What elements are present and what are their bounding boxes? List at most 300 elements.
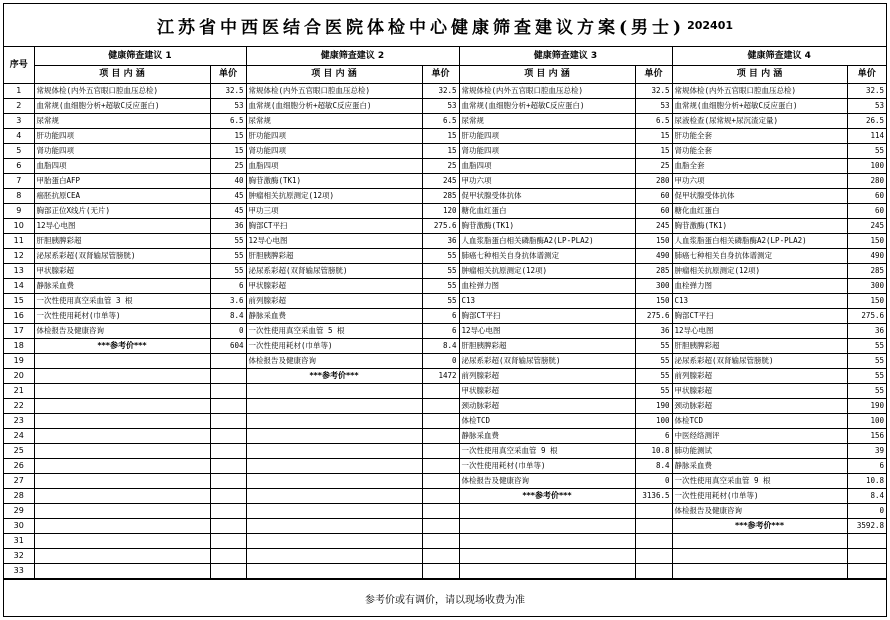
row-number: 16 bbox=[4, 309, 34, 324]
item-price: 55 bbox=[422, 294, 459, 309]
item-price: 150 bbox=[847, 234, 886, 249]
table-row bbox=[4, 189, 886, 204]
item-price: 55 bbox=[422, 264, 459, 279]
item-price: 275.6 bbox=[422, 219, 459, 234]
row-number: 19 bbox=[4, 354, 34, 369]
item-name: 胸部正位X线片(无片) bbox=[34, 204, 210, 219]
item-price: 275.6 bbox=[847, 309, 886, 324]
row-number: 7 bbox=[4, 174, 34, 189]
item-name: 前列腺彩超 bbox=[459, 369, 635, 384]
item-price: 285 bbox=[635, 264, 672, 279]
empty-cell bbox=[210, 474, 246, 489]
item-price: 32.5 bbox=[847, 84, 886, 99]
row-number: 12 bbox=[4, 249, 34, 264]
item-price: 8.4 bbox=[847, 489, 886, 504]
empty-cell bbox=[422, 399, 459, 414]
empty-cell bbox=[422, 384, 459, 399]
item-name: 血常规(血细胞分析+超敏C反应蛋白) bbox=[459, 99, 635, 114]
item-name: 肝功能四项 bbox=[246, 129, 422, 144]
item-name: 肝胆胰脾彩超 bbox=[246, 249, 422, 264]
item-price: 25 bbox=[422, 159, 459, 174]
empty-cell bbox=[847, 549, 886, 564]
item-price: 6 bbox=[422, 324, 459, 339]
title-row bbox=[4, 4, 886, 47]
item-name: 一次性使用真空采血管 5 根 bbox=[246, 324, 422, 339]
item-price: 245 bbox=[847, 219, 886, 234]
item-price: 39 bbox=[847, 444, 886, 459]
table-row bbox=[4, 549, 886, 564]
item-name: 肝功能四项 bbox=[34, 129, 210, 144]
row-number: 14 bbox=[4, 279, 34, 294]
table-row bbox=[4, 129, 886, 144]
plan-name-4: 健康筛查建议 4 bbox=[672, 47, 886, 66]
item-name: 尿常规 bbox=[246, 114, 422, 129]
empty-cell bbox=[34, 429, 210, 444]
empty-cell bbox=[34, 414, 210, 429]
item-name: 血常规(血细胞分析+超敏C反应蛋白) bbox=[246, 99, 422, 114]
empty-cell bbox=[246, 474, 422, 489]
empty-cell bbox=[34, 534, 210, 549]
item-price: 55 bbox=[210, 249, 246, 264]
item-name: 一次性使用真空采血管 9 根 bbox=[459, 444, 635, 459]
item-price: 8.4 bbox=[210, 309, 246, 324]
total-label: ***参考价*** bbox=[246, 369, 422, 384]
item-name: 胸部CT平扫 bbox=[459, 309, 635, 324]
table-row bbox=[4, 459, 886, 474]
item-price: 6 bbox=[635, 429, 672, 444]
price-header: 单价 bbox=[635, 66, 672, 84]
empty-cell bbox=[34, 504, 210, 519]
table-row bbox=[4, 444, 886, 459]
item-name: 胸苷激酶(TK1) bbox=[459, 219, 635, 234]
seq-header: 序号 bbox=[4, 47, 34, 84]
item-price: 26.5 bbox=[847, 114, 886, 129]
empty-cell bbox=[459, 564, 635, 579]
item-price: 490 bbox=[635, 249, 672, 264]
item-name: 甲胎蛋白AFP bbox=[34, 174, 210, 189]
item-price: 55 bbox=[210, 234, 246, 249]
item-price: 15 bbox=[422, 129, 459, 144]
item-price: 490 bbox=[847, 249, 886, 264]
item-name: 体检TCD bbox=[672, 414, 847, 429]
item-price: 36 bbox=[422, 234, 459, 249]
item-name: 泌尿系彩超(双肾输尿管膀胱) bbox=[34, 249, 210, 264]
item-price: 0 bbox=[422, 354, 459, 369]
row-number: 26 bbox=[4, 459, 34, 474]
empty-cell bbox=[34, 474, 210, 489]
item-name: 甲状腺彩超 bbox=[246, 279, 422, 294]
table-row bbox=[4, 84, 886, 99]
item-name: 颈动脉彩超 bbox=[672, 399, 847, 414]
item-price: 55 bbox=[635, 384, 672, 399]
empty-cell bbox=[34, 564, 210, 579]
total-label: ***参考价*** bbox=[459, 489, 635, 504]
item-name: 血栓弹力图 bbox=[459, 279, 635, 294]
table-row bbox=[4, 564, 886, 579]
row-number: 6 bbox=[4, 159, 34, 174]
item-price: 60 bbox=[847, 189, 886, 204]
item-name: 人血浆脂蛋白相关磷脂酶A2(LP-PLA2) bbox=[459, 234, 635, 249]
table-row bbox=[4, 309, 886, 324]
item-price: 32.5 bbox=[635, 84, 672, 99]
row-number: 5 bbox=[4, 144, 34, 159]
item-name: 12导心电图 bbox=[34, 219, 210, 234]
row-number: 25 bbox=[4, 444, 34, 459]
item-price: 15 bbox=[210, 144, 246, 159]
table-row bbox=[4, 519, 886, 534]
item-name: 体检报告及健康咨询 bbox=[459, 474, 635, 489]
item-name: 体检TCD bbox=[459, 414, 635, 429]
table-row bbox=[4, 414, 886, 429]
item-name: 甲状腺彩超 bbox=[34, 264, 210, 279]
item-price: 8.4 bbox=[635, 459, 672, 474]
row-number: 10 bbox=[4, 219, 34, 234]
empty-cell bbox=[672, 534, 847, 549]
item-name: 胸部CT平扫 bbox=[672, 309, 847, 324]
item-price: 53 bbox=[635, 99, 672, 114]
empty-cell bbox=[34, 369, 210, 384]
item-name: 肝功能四项 bbox=[459, 129, 635, 144]
empty-cell bbox=[422, 444, 459, 459]
item-price: 53 bbox=[422, 99, 459, 114]
empty-cell bbox=[246, 429, 422, 444]
item-price: 114 bbox=[847, 129, 886, 144]
table-row bbox=[4, 369, 886, 384]
row-number: 9 bbox=[4, 204, 34, 219]
empty-cell bbox=[210, 549, 246, 564]
item-price: 15 bbox=[210, 129, 246, 144]
item-price: 3.6 bbox=[210, 294, 246, 309]
empty-cell bbox=[210, 444, 246, 459]
item-name: 静脉采血费 bbox=[246, 309, 422, 324]
item-price: 6 bbox=[847, 459, 886, 474]
item-price: 55 bbox=[635, 369, 672, 384]
empty-cell bbox=[210, 429, 246, 444]
row-number: 15 bbox=[4, 294, 34, 309]
item-header: 项 目 内 涵 bbox=[246, 66, 422, 84]
item-price: 245 bbox=[635, 219, 672, 234]
table-row bbox=[4, 144, 886, 159]
item-name: 癌胚抗原CEA bbox=[34, 189, 210, 204]
item-price: 285 bbox=[422, 189, 459, 204]
item-price: 10.8 bbox=[635, 444, 672, 459]
row-number: 22 bbox=[4, 399, 34, 414]
price-header: 单价 bbox=[847, 66, 886, 84]
item-name: 一次性使用耗材(巾单等) bbox=[246, 339, 422, 354]
item-price: 100 bbox=[635, 414, 672, 429]
item-header: 项 目 内 涵 bbox=[459, 66, 635, 84]
item-price: 55 bbox=[847, 339, 886, 354]
item-name: 体检报告及健康咨询 bbox=[246, 354, 422, 369]
item-name: 肺癌七种相关自身抗体谱测定 bbox=[672, 249, 847, 264]
empty-cell bbox=[246, 459, 422, 474]
item-price: 10.8 bbox=[847, 474, 886, 489]
empty-cell bbox=[246, 489, 422, 504]
item-price: 245 bbox=[422, 174, 459, 189]
item-price: 0 bbox=[847, 504, 886, 519]
price-header: 单价 bbox=[210, 66, 246, 84]
item-name: 胸部CT平扫 bbox=[246, 219, 422, 234]
item-price: 55 bbox=[635, 339, 672, 354]
item-price: 285 bbox=[847, 264, 886, 279]
item-price: 280 bbox=[635, 174, 672, 189]
table-row bbox=[4, 474, 886, 489]
item-name: 血脂四项 bbox=[459, 159, 635, 174]
empty-cell bbox=[34, 444, 210, 459]
empty-cell bbox=[246, 549, 422, 564]
item-name: 血常规(血细胞分析+超敏C反应蛋白) bbox=[672, 99, 847, 114]
item-price: 0 bbox=[210, 324, 246, 339]
table-row bbox=[4, 249, 886, 264]
table-row bbox=[4, 234, 886, 249]
item-name: 尿液检查(尿常规+尿沉渣定量) bbox=[672, 114, 847, 129]
item-name: 肾功能四项 bbox=[246, 144, 422, 159]
empty-cell bbox=[210, 534, 246, 549]
item-price: 300 bbox=[635, 279, 672, 294]
item-price: 55 bbox=[210, 264, 246, 279]
table-row bbox=[4, 294, 886, 309]
empty-cell bbox=[672, 564, 847, 579]
item-name: 肝胆胰脾彩超 bbox=[459, 339, 635, 354]
table-row bbox=[4, 534, 886, 549]
empty-cell bbox=[635, 549, 672, 564]
empty-cell bbox=[459, 519, 635, 534]
item-price: 60 bbox=[847, 204, 886, 219]
item-price: 32.5 bbox=[210, 84, 246, 99]
item-name: 糖化血红蛋白 bbox=[459, 204, 635, 219]
item-price: 100 bbox=[847, 159, 886, 174]
column-header-row bbox=[4, 66, 886, 84]
empty-cell bbox=[459, 534, 635, 549]
row-number: 21 bbox=[4, 384, 34, 399]
empty-cell bbox=[635, 504, 672, 519]
item-name: 常规体检(内外五官眼口腔血压总检) bbox=[246, 84, 422, 99]
empty-cell bbox=[422, 474, 459, 489]
empty-cell bbox=[422, 459, 459, 474]
empty-cell bbox=[210, 399, 246, 414]
table-row bbox=[4, 264, 886, 279]
item-name: 血栓弹力图 bbox=[672, 279, 847, 294]
item-header: 项 目 内 涵 bbox=[672, 66, 847, 84]
table-row bbox=[4, 279, 886, 294]
row-number: 4 bbox=[4, 129, 34, 144]
plan-name-3: 健康筛查建议 3 bbox=[459, 47, 672, 66]
item-price: 60 bbox=[635, 204, 672, 219]
empty-cell bbox=[635, 519, 672, 534]
row-number: 8 bbox=[4, 189, 34, 204]
empty-cell bbox=[422, 549, 459, 564]
item-name: 一次性使用耗材(巾单等) bbox=[34, 309, 210, 324]
item-name: 胸苷激酶(TK1) bbox=[672, 219, 847, 234]
item-price: 40 bbox=[210, 174, 246, 189]
item-price: 190 bbox=[847, 399, 886, 414]
table-row bbox=[4, 99, 886, 114]
empty-cell bbox=[422, 414, 459, 429]
empty-cell bbox=[459, 504, 635, 519]
item-name: 颈动脉彩超 bbox=[459, 399, 635, 414]
empty-cell bbox=[246, 399, 422, 414]
item-name: 血常规(血细胞分析+超敏C反应蛋白) bbox=[34, 99, 210, 114]
item-price: 36 bbox=[847, 324, 886, 339]
plan-table bbox=[4, 47, 886, 579]
item-price: 280 bbox=[847, 174, 886, 189]
item-name: 常规体检(内外五官眼口腔血压总检) bbox=[34, 84, 210, 99]
empty-cell bbox=[246, 384, 422, 399]
item-name: 胸苷激酶(TK1) bbox=[246, 174, 422, 189]
table-row bbox=[4, 219, 886, 234]
item-name: 中医经络测评 bbox=[672, 429, 847, 444]
row-number: 27 bbox=[4, 474, 34, 489]
table-row bbox=[4, 174, 886, 189]
item-name: 一次性使用真空采血管 9 根 bbox=[672, 474, 847, 489]
item-name: 12导心电图 bbox=[672, 324, 847, 339]
row-number: 1 bbox=[4, 84, 34, 99]
item-price: 55 bbox=[847, 384, 886, 399]
item-name: 12导心电图 bbox=[246, 234, 422, 249]
item-name: 血脂四项 bbox=[34, 159, 210, 174]
total-label: ***参考价*** bbox=[672, 519, 847, 534]
empty-cell bbox=[34, 489, 210, 504]
empty-cell bbox=[246, 444, 422, 459]
item-name: 血脂全套 bbox=[672, 159, 847, 174]
empty-cell bbox=[210, 354, 246, 369]
item-price: 32.5 bbox=[422, 84, 459, 99]
item-name: 常规体检(内外五官眼口腔血压总检) bbox=[459, 84, 635, 99]
item-name: 促甲状腺受体抗体 bbox=[459, 189, 635, 204]
item-price: 150 bbox=[847, 294, 886, 309]
item-price: 300 bbox=[847, 279, 886, 294]
item-name: C13 bbox=[672, 294, 847, 309]
table-row bbox=[4, 339, 886, 354]
item-name: 尿常规 bbox=[459, 114, 635, 129]
item-price: 55 bbox=[847, 144, 886, 159]
item-price: 25 bbox=[635, 159, 672, 174]
row-number: 29 bbox=[4, 504, 34, 519]
row-number: 24 bbox=[4, 429, 34, 444]
row-number: 11 bbox=[4, 234, 34, 249]
row-number: 3 bbox=[4, 114, 34, 129]
item-name: 血脂四项 bbox=[246, 159, 422, 174]
item-name: 甲功三项 bbox=[246, 204, 422, 219]
item-name: 肝胆胰脾彩超 bbox=[34, 234, 210, 249]
item-price: 150 bbox=[635, 294, 672, 309]
title-year: 202401 bbox=[687, 18, 734, 32]
total-price: 604 bbox=[210, 339, 246, 354]
empty-cell bbox=[422, 519, 459, 534]
item-name: 肝胆胰脾彩超 bbox=[672, 339, 847, 354]
item-name: 肺癌七种相关自身抗体谱测定 bbox=[459, 249, 635, 264]
item-name: 糖化血红蛋白 bbox=[672, 204, 847, 219]
table-row bbox=[4, 159, 886, 174]
empty-cell bbox=[246, 504, 422, 519]
plan-name-1: 健康筛查建议 1 bbox=[34, 47, 246, 66]
empty-cell bbox=[34, 519, 210, 534]
item-price: 156 bbox=[847, 429, 886, 444]
row-number: 28 bbox=[4, 489, 34, 504]
item-name: 促甲状腺受体抗体 bbox=[672, 189, 847, 204]
item-price: 53 bbox=[847, 99, 886, 114]
empty-cell bbox=[672, 549, 847, 564]
item-name: 一次性使用耗材(巾单等) bbox=[459, 459, 635, 474]
row-number: 20 bbox=[4, 369, 34, 384]
empty-cell bbox=[422, 504, 459, 519]
table-row bbox=[4, 384, 886, 399]
item-price: 36 bbox=[210, 219, 246, 234]
item-name: 甲状腺彩超 bbox=[672, 384, 847, 399]
item-price: 6 bbox=[210, 279, 246, 294]
item-name: 静脉采血费 bbox=[459, 429, 635, 444]
item-name: 肾功能四项 bbox=[459, 144, 635, 159]
table-row bbox=[4, 324, 886, 339]
item-name: 肺功能测试 bbox=[672, 444, 847, 459]
item-name: C13 bbox=[459, 294, 635, 309]
item-name: 肝功能全套 bbox=[672, 129, 847, 144]
item-price: 55 bbox=[422, 249, 459, 264]
item-price: 60 bbox=[635, 189, 672, 204]
item-name: 一次性使用真空采血管 3 根 bbox=[34, 294, 210, 309]
item-price: 25 bbox=[210, 159, 246, 174]
item-name: 人血浆脂蛋白相关磷脂酶A2(LP-PLA2) bbox=[672, 234, 847, 249]
row-number: 13 bbox=[4, 264, 34, 279]
empty-cell bbox=[210, 459, 246, 474]
item-price: 6.5 bbox=[422, 114, 459, 129]
item-price: 45 bbox=[210, 204, 246, 219]
screening-plan-sheet bbox=[3, 3, 887, 617]
empty-cell bbox=[34, 384, 210, 399]
empty-cell bbox=[246, 519, 422, 534]
item-name: 肿瘤相关抗原测定(12项) bbox=[459, 264, 635, 279]
row-number: 17 bbox=[4, 324, 34, 339]
empty-cell bbox=[847, 564, 886, 579]
table-row bbox=[4, 429, 886, 444]
empty-cell bbox=[210, 489, 246, 504]
row-number: 23 bbox=[4, 414, 34, 429]
item-price: 190 bbox=[635, 399, 672, 414]
item-price: 15 bbox=[635, 144, 672, 159]
item-price: 55 bbox=[847, 354, 886, 369]
plan-name-2: 健康筛查建议 2 bbox=[246, 47, 459, 66]
empty-cell bbox=[210, 384, 246, 399]
table-row bbox=[4, 204, 886, 219]
item-price: 6.5 bbox=[635, 114, 672, 129]
empty-cell bbox=[422, 429, 459, 444]
item-name: 体检报告及健康咨询 bbox=[34, 324, 210, 339]
item-name: 尿常规 bbox=[34, 114, 210, 129]
item-price: 0 bbox=[635, 474, 672, 489]
page-title: 江苏省中西医结合医院体检中心健康筛查建议方案(男士) bbox=[156, 17, 686, 38]
empty-cell bbox=[34, 354, 210, 369]
total-price: 1472 bbox=[422, 369, 459, 384]
item-name: 肾功能全套 bbox=[672, 144, 847, 159]
empty-cell bbox=[847, 534, 886, 549]
empty-cell bbox=[246, 534, 422, 549]
item-name: 前列腺彩超 bbox=[672, 369, 847, 384]
item-name: 体检报告及健康咨询 bbox=[672, 504, 847, 519]
empty-cell bbox=[422, 489, 459, 504]
item-price: 45 bbox=[210, 189, 246, 204]
empty-cell bbox=[210, 369, 246, 384]
empty-cell bbox=[422, 534, 459, 549]
item-name: 肿瘤相关抗原测定(12项) bbox=[672, 264, 847, 279]
item-name: 甲状腺彩超 bbox=[459, 384, 635, 399]
empty-cell bbox=[246, 564, 422, 579]
row-number: 2 bbox=[4, 99, 34, 114]
item-price: 6.5 bbox=[210, 114, 246, 129]
item-name: 泌尿系彩超(双肾输尿管膀胱) bbox=[672, 354, 847, 369]
table-row bbox=[4, 489, 886, 504]
item-price: 15 bbox=[422, 144, 459, 159]
row-number: 32 bbox=[4, 549, 34, 564]
